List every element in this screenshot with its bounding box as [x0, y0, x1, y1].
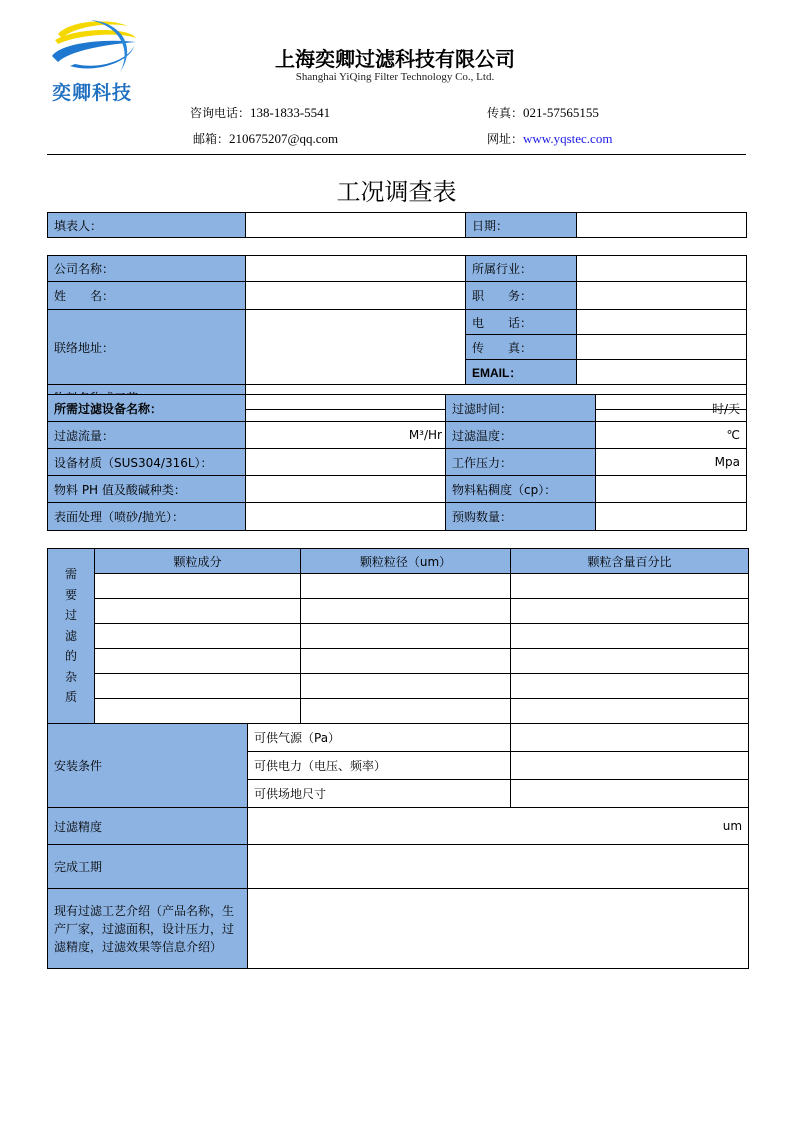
component-cell[interactable]: [95, 624, 301, 649]
temperature-label: 过滤温度：: [446, 422, 596, 449]
pressure-input[interactable]: Mpa: [596, 449, 747, 476]
page-title: 工况调查表: [336, 178, 457, 206]
component-cell[interactable]: [95, 674, 301, 699]
pressure-label: 工作压力：: [446, 449, 596, 476]
fax-label: 传真：: [487, 106, 524, 120]
component-cell[interactable]: [95, 649, 301, 674]
email-label: 邮箱：: [193, 132, 230, 146]
surface-label: 表面处理（喷砂/抛光）：: [48, 503, 246, 531]
ph-label: 物料 PH 值及酸碱种类：: [48, 476, 246, 503]
globe-logo-icon: [50, 16, 140, 81]
date-input[interactable]: [577, 213, 747, 238]
table-row: [48, 699, 749, 724]
table-row: [48, 599, 749, 624]
website-label: 网址：: [487, 132, 524, 146]
company-name-input[interactable]: [246, 256, 466, 282]
existing-process-label: 现有过滤工艺介绍（产品名称，生产厂家，过滤面积，设计压力，过滤精度，过滤效果等信息介绍）: [48, 889, 248, 969]
viscosity-label: 物料粘稠度（cp）：: [446, 476, 596, 503]
completion-label: 完成工期: [48, 845, 248, 889]
industry-label: 所属行业：: [466, 256, 577, 282]
percentage-cell[interactable]: [511, 599, 749, 624]
fax-input[interactable]: [577, 335, 747, 360]
filler-table: [47, 212, 747, 238]
address-input[interactable]: [246, 310, 466, 385]
surface-input[interactable]: [246, 503, 446, 531]
equipment-name-input[interactable]: [246, 395, 446, 422]
percentage-cell[interactable]: [511, 699, 749, 724]
company-info-table: [47, 255, 747, 410]
telephone-label: 电 话：: [466, 310, 577, 335]
equipment-material-label: 设备材质（SUS304/316L）：: [48, 449, 246, 476]
filler-input[interactable]: [246, 213, 466, 238]
component-cell[interactable]: [95, 599, 301, 624]
size-cell[interactable]: [301, 699, 511, 724]
date-label: 日期：: [466, 213, 577, 238]
filler-label: 填表人：: [48, 213, 246, 238]
precision-input[interactable]: um: [248, 808, 749, 845]
size-cell[interactable]: [301, 624, 511, 649]
name-label: 姓 名：: [48, 282, 246, 310]
equipment-table: [47, 394, 747, 531]
address-label: 联络地址：: [48, 310, 246, 385]
flow-label: 过滤流量：: [48, 422, 246, 449]
equipment-material-input[interactable]: [246, 449, 446, 476]
temperature-input[interactable]: ℃: [596, 422, 747, 449]
completion-input[interactable]: [248, 845, 749, 889]
size-cell[interactable]: [301, 574, 511, 599]
filter-time-input[interactable]: 时/天: [596, 395, 747, 422]
ph-input[interactable]: [246, 476, 446, 503]
precision-label: 过滤精度: [48, 808, 248, 845]
table-row: [48, 574, 749, 599]
install-air-label: 可供气源（Pa）: [248, 724, 511, 752]
email-input[interactable]: [577, 360, 747, 385]
company-name-cn: 上海奕卿过滤科技有限公司: [275, 47, 515, 71]
phone-label: 咨询电话：: [190, 106, 251, 120]
fax-field-label: 传 真：: [466, 335, 577, 360]
table-row: [48, 649, 749, 674]
size-cell[interactable]: [301, 599, 511, 624]
header-divider: [47, 154, 746, 155]
phone-value: 138-1833-5541: [250, 105, 331, 120]
size-cell[interactable]: [301, 649, 511, 674]
flow-input[interactable]: M³/Hr: [246, 422, 446, 449]
impurities-table: [47, 548, 749, 969]
filter-time-label: 过滤时间：: [446, 395, 596, 422]
percentage-cell[interactable]: [511, 624, 749, 649]
install-power-label: 可供电力（电压、频率）: [248, 752, 511, 780]
percentage-cell[interactable]: [511, 574, 749, 599]
email-field-label: EMAIL：: [466, 360, 577, 385]
telephone-input[interactable]: [577, 310, 747, 335]
size-cell[interactable]: [301, 674, 511, 699]
quantity-label: 预购数量：: [446, 503, 596, 531]
percentage-cell[interactable]: [511, 649, 749, 674]
column-header-percentage: 颗粒含量百分比: [511, 549, 749, 574]
fax-value: 021-57565155: [523, 105, 599, 120]
company-name-label: 公司名称：: [48, 256, 246, 282]
column-header-size: 颗粒粒径（um）: [301, 549, 511, 574]
table-row: [48, 674, 749, 699]
install-space-label: 可供场地尺寸: [248, 780, 511, 808]
component-cell[interactable]: [95, 699, 301, 724]
equipment-name-label: 所需过滤设备名称：: [48, 395, 246, 422]
install-air-input[interactable]: [511, 724, 749, 752]
table-row: [48, 624, 749, 649]
quantity-input[interactable]: [596, 503, 747, 531]
install-label: 安装条件: [48, 724, 248, 808]
component-cell[interactable]: [95, 574, 301, 599]
company-name-en: Shanghai YiQing Filter Technology Co., Ltd.: [295, 71, 495, 83]
viscosity-input[interactable]: [596, 476, 747, 503]
logo-text: 奕卿科技: [52, 82, 133, 104]
install-power-input[interactable]: [511, 752, 749, 780]
industry-input[interactable]: [577, 256, 747, 282]
position-input[interactable]: [577, 282, 747, 310]
email-value[interactable]: 210675207@qq.com: [229, 131, 339, 146]
position-label: 职 务：: [466, 282, 577, 310]
email-contact: [193, 130, 338, 147]
impurities-side-label: 需 要 过 滤 的 杂 质: [48, 549, 95, 724]
phone-contact: [190, 104, 330, 121]
percentage-cell[interactable]: [511, 674, 749, 699]
column-header-component: 颗粒成分: [95, 549, 301, 574]
install-space-input[interactable]: [511, 780, 749, 808]
fax-contact: [487, 104, 599, 121]
existing-process-input[interactable]: [248, 889, 749, 969]
name-input[interactable]: [246, 282, 466, 310]
website-contact: [487, 130, 612, 147]
website-link[interactable]: www.yqstec.com: [523, 131, 613, 146]
